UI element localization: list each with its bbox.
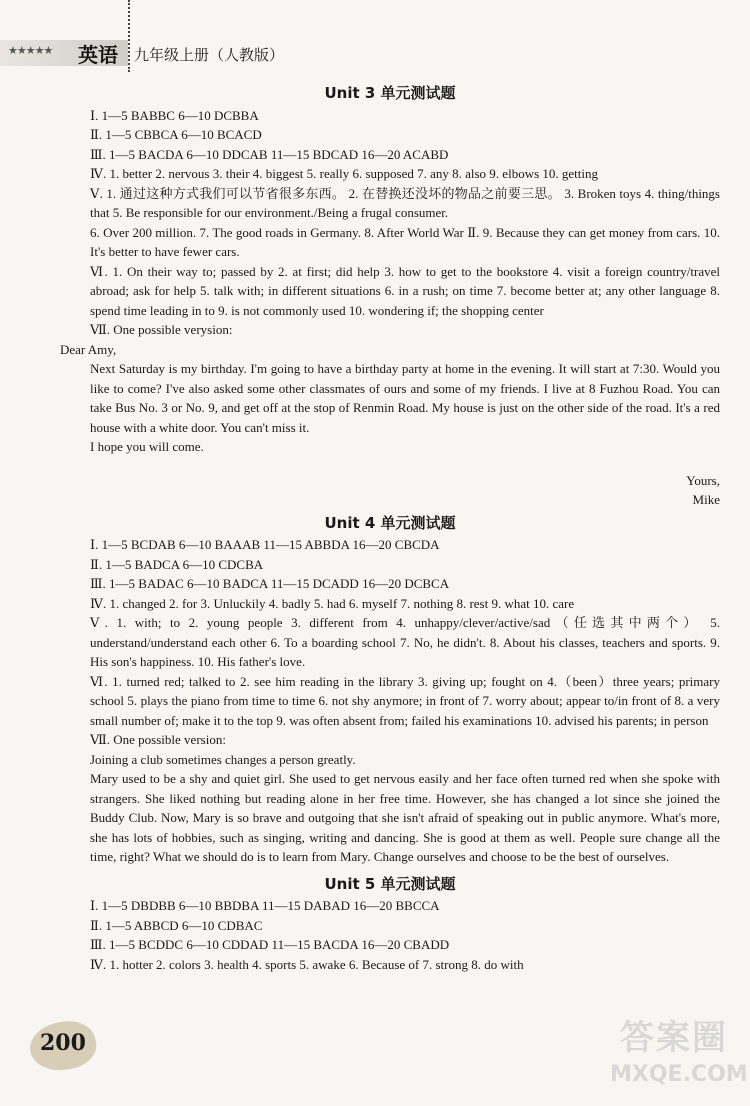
- answer-line: Ⅲ. 1—5 BADAC 6—10 BADCA 11—15 DCADD 16—20 DCBCA: [90, 576, 450, 591]
- answer-line: Ⅱ. 1—5 BADCA 6—10 CDCBA: [90, 556, 264, 572]
- rating-stars-icon: ★★★★★: [8, 45, 53, 57]
- watermark-url: MXQE.COM: [610, 1062, 748, 1087]
- answer-line: Ⅶ. One possible verysion:: [90, 322, 233, 337]
- letter-name: Mike: [692, 492, 720, 507]
- answer-line: Ⅲ. 1—5 BCDDC 6—10 CDDAD 11—15 BACDA 16—20 CBADD: [90, 937, 450, 952]
- unit-5-title: Unit 5 单元测试题: [324, 874, 456, 893]
- watermark-text: 答案圈: [620, 1018, 728, 1058]
- essay-title-line: Joining a club sometimes changes a person greatly.: [90, 751, 356, 767]
- answer-line: Ⅶ. One possible version:: [90, 732, 226, 747]
- answer-line: Ⅵ. 1. turned red; talked to 2. see him reading in the library 3. giving up; fought on 4.（been）three years; primary school 5. plays the piano from time to time 6. not shy anymore; in front of 7. worry about; appear to/in front of 8. a very small number of; make it to the top 9. was often absent from; failed his examinations 10. advised his parents; in person: [90, 673, 720, 728]
- answer-line: Ⅲ. 1—5 BACDA 6—10 DDCAB 11—15 BDCAD 16—20 ACABD: [90, 146, 449, 162]
- grade-label: 九年级上册（人教版）: [134, 46, 285, 64]
- answer-line: Ⅰ. 1—5 BCDAB 6—10 BAAAB 11—15 ABBDA 16—20 CBCDA: [90, 537, 440, 552]
- letter-signoff: Yours,: [686, 472, 720, 488]
- page-number: 200: [40, 1030, 86, 1056]
- letter-closing-line: I hope you will come.: [90, 439, 204, 454]
- unit-3-title: Unit 3 单元测试题: [324, 84, 456, 102]
- answer-line: Ⅱ. 1—5 CBBCA 6—10 BCACD: [90, 127, 262, 142]
- answer-line: Ⅳ. 1. changed 2. for 3. Unluckily 4. badly 5. had 6. myself 7. nothing 8. rest 9. what 10. care: [90, 595, 575, 611]
- answer-line: Ⅰ. 1—5 DBDBB 6—10 BBDBA 11—15 DABAD 16—20 BBCCA: [90, 898, 440, 913]
- page-number-badge: [30, 1022, 100, 1072]
- answer-line: Ⅴ. 1. 通过这种方式我们可以节省很多东西。 2. 在替换还没坏的物品之前要三思。 3. Broken toys 4. thing/things that 5. Be responsible for our environment./Being a frugal consumer.: [90, 185, 720, 220]
- essay-body: Mary used to be a shy and quiet girl. She used to get nervous easily and her face often turned red when she spoke with strangers. She liked nothing but reading alone in her free time. However, she has changed a lot since she joined the Buddy Club. Now, Mary is so brave and outgoing that she isn't afraid of speaking out in public anymore. What's more, she has lots of hobbies, such as singing, writing and dancing. She is good at them as well. People sure change all the time, right? What we should do is to learn from Mary. Change ourselves and choose to be the best of ourselves.: [90, 771, 720, 864]
- answer-line: Ⅵ. 1. On their way to; passed by 2. at first; did help 3. how to get to the bookstore 4. visit a foreign country/travel abroad; ask for help 5. talk with; in different situations 6. in a rush; on time 7. become better at; any other language 8. spend time leading in to 9. is not commonly used 10. wondering if; the shopping center: [90, 263, 720, 318]
- watermark-logo: [600, 1010, 748, 1100]
- header-divider: [128, 0, 130, 72]
- subject-label: 英语: [78, 43, 118, 67]
- answer-content: [60, 80, 720, 974]
- unit-4-title: Unit 4 单元测试题: [324, 513, 456, 532]
- letter-greeting: Dear Amy,: [60, 341, 117, 357]
- letter-body: Next Saturday is my birthday. I'm going to have a birthday party at home in the evening. It will start at 7:30. Would you like to come? I've also asked some other classmates of ours and some of my friends. I live at 8 Fuzhou Road. You can take Bus No. 3 or No. 9, and get off at the stop of Renmin Road. My house is just on the other side of the road. It's a red house with a white door. You can't miss it.: [90, 361, 720, 435]
- answer-line: Ⅰ. 1—5 BABBC 6—10 DCBBA: [90, 107, 259, 123]
- answer-line: 6. Over 200 million. 7. The good roads in Germany. 8. After World War Ⅱ. 9. Because they can get money from cars. 10. It's better to have fewer cars.: [90, 224, 720, 259]
- answer-line: Ⅱ. 1—5 ABBCD 6—10 CDBAC: [90, 917, 263, 933]
- page-header: [0, 0, 750, 75]
- answer-line: Ⅳ. 1. better 2. nervous 3. their 4. biggest 5. really 6. supposed 7. any 8. also 9. elbows 10. getting: [90, 166, 598, 181]
- answer-line: Ⅳ. 1. hotter 2. colors 3. health 4. sports 5. awake 6. Because of 7. strong 8. do with: [90, 956, 524, 972]
- answer-line: Ⅴ. 1. with; to 2. young people 3. different from 4. unhappy/clever/active/sad（任选其中两个） 5. understand/understand each other 6. To a boarding school 7. No, he didn't. 8. About his classes, teachers and sports. 9. His son's happiness. 10. His father's love.: [90, 615, 720, 669]
